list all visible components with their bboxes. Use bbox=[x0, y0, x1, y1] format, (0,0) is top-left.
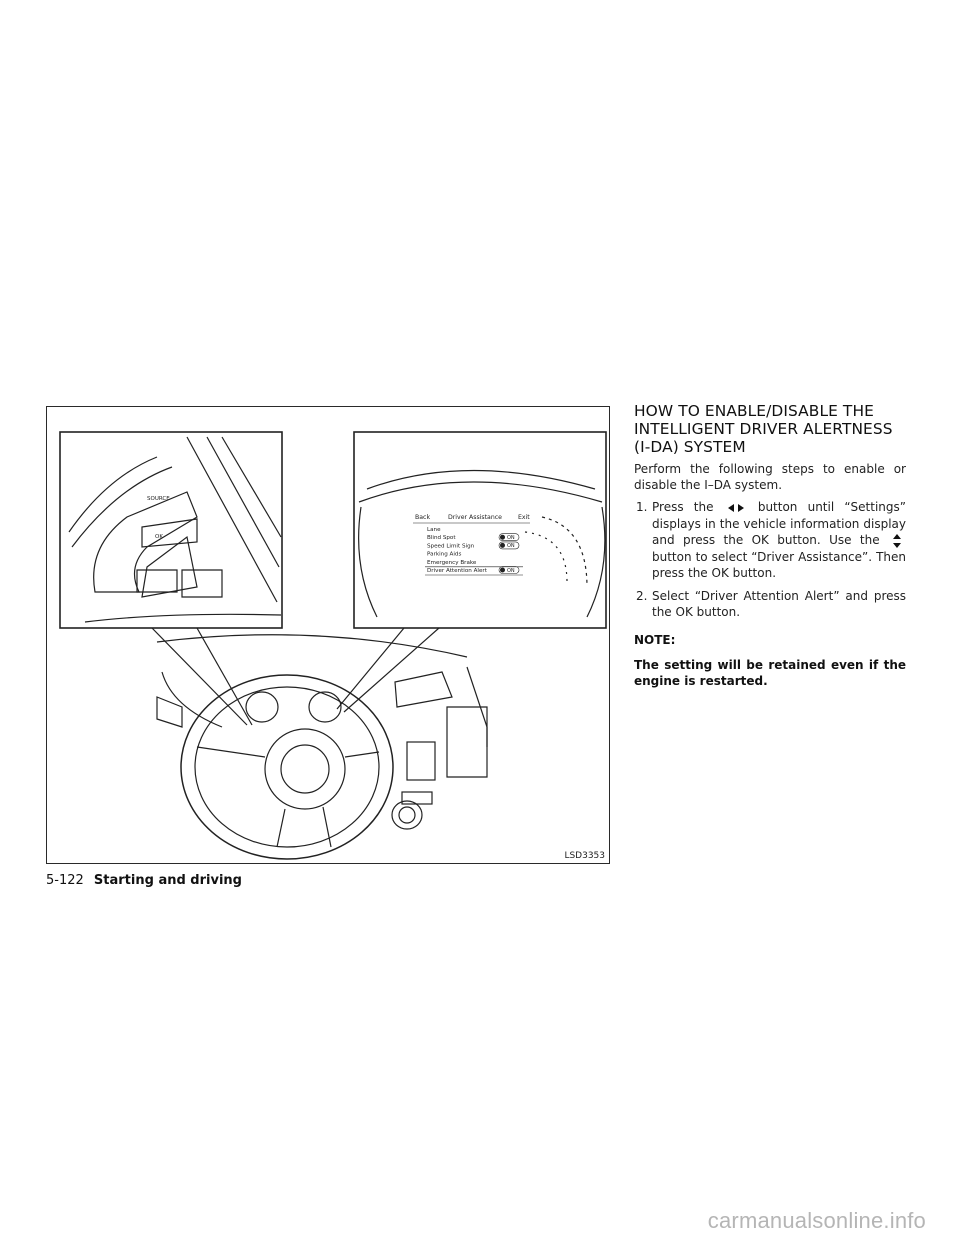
toggle-label: ON bbox=[507, 567, 515, 574]
up-down-arrows-icon bbox=[890, 533, 904, 549]
display-menu-item: Emergency Brake bbox=[427, 559, 477, 566]
toggle-label: ON bbox=[507, 535, 515, 541]
toggle-knob bbox=[500, 568, 505, 573]
switch-inset-frame bbox=[60, 432, 282, 628]
heading-line-2: INTELLIGENT DRIVER ALERTNESS bbox=[634, 420, 893, 438]
intro-paragraph: Perform the following steps to enable or disable the I–DA system. bbox=[634, 462, 906, 492]
steering-wheel-illustration bbox=[47, 407, 611, 865]
toggle-knob bbox=[500, 543, 505, 548]
illustration-figure bbox=[46, 406, 610, 864]
display-menu-item: Speed Limit Sign bbox=[427, 543, 475, 550]
step-1-text-c: button to select “Driver Assistance”. Then press the OK button. bbox=[652, 549, 906, 580]
step-1-number: 1. bbox=[636, 500, 648, 514]
step-2 bbox=[634, 588, 906, 621]
page-number: 5-122 bbox=[46, 873, 84, 888]
display-menu-item: Blind Spot bbox=[427, 535, 456, 542]
heading-line-1: HOW TO ENABLE/DISABLE THE bbox=[634, 402, 874, 420]
display-exit-label: Exit bbox=[518, 514, 530, 521]
figure-code: LSD3353 bbox=[564, 851, 605, 861]
ok-label: OK bbox=[155, 534, 163, 540]
page-footer bbox=[46, 873, 242, 888]
display-menu-list bbox=[425, 527, 523, 575]
toggle-label: ON bbox=[507, 543, 515, 550]
display-menu-item: Parking Aids bbox=[427, 551, 462, 558]
step-1-text-b: button until “Settings” displays in the vehicle information display and press the OK button. Use the bbox=[652, 500, 906, 547]
step-1 bbox=[634, 499, 906, 582]
note-label: NOTE: bbox=[634, 632, 676, 647]
section-name: Starting and driving bbox=[93, 873, 242, 888]
display-title: Driver Assistance bbox=[448, 514, 502, 521]
heading-line-3: (I-DA) SYSTEM bbox=[634, 438, 746, 456]
toggle-knob bbox=[500, 535, 505, 540]
display-menu-item: Driver Attention Alert bbox=[427, 568, 487, 574]
note-text: The setting will be retained even if the engine is restarted. bbox=[634, 657, 906, 688]
source-label: SOURCE bbox=[147, 496, 170, 502]
display-menu-item: Lane bbox=[427, 527, 441, 533]
display-back-label: Back bbox=[415, 514, 431, 521]
left-right-arrows-icon bbox=[726, 503, 746, 513]
step-1-text-a: Press the bbox=[652, 500, 714, 514]
section-heading bbox=[634, 402, 906, 456]
steps-list bbox=[634, 499, 906, 621]
content-column bbox=[634, 402, 906, 689]
watermark[interactable]: carmanualsonline.info bbox=[707, 1208, 926, 1233]
steering-wheel bbox=[181, 675, 393, 859]
step-2-text: Select “Driver Attention Alert” and press the OK button. bbox=[652, 588, 906, 619]
step-2-number: 2. bbox=[636, 588, 648, 603]
